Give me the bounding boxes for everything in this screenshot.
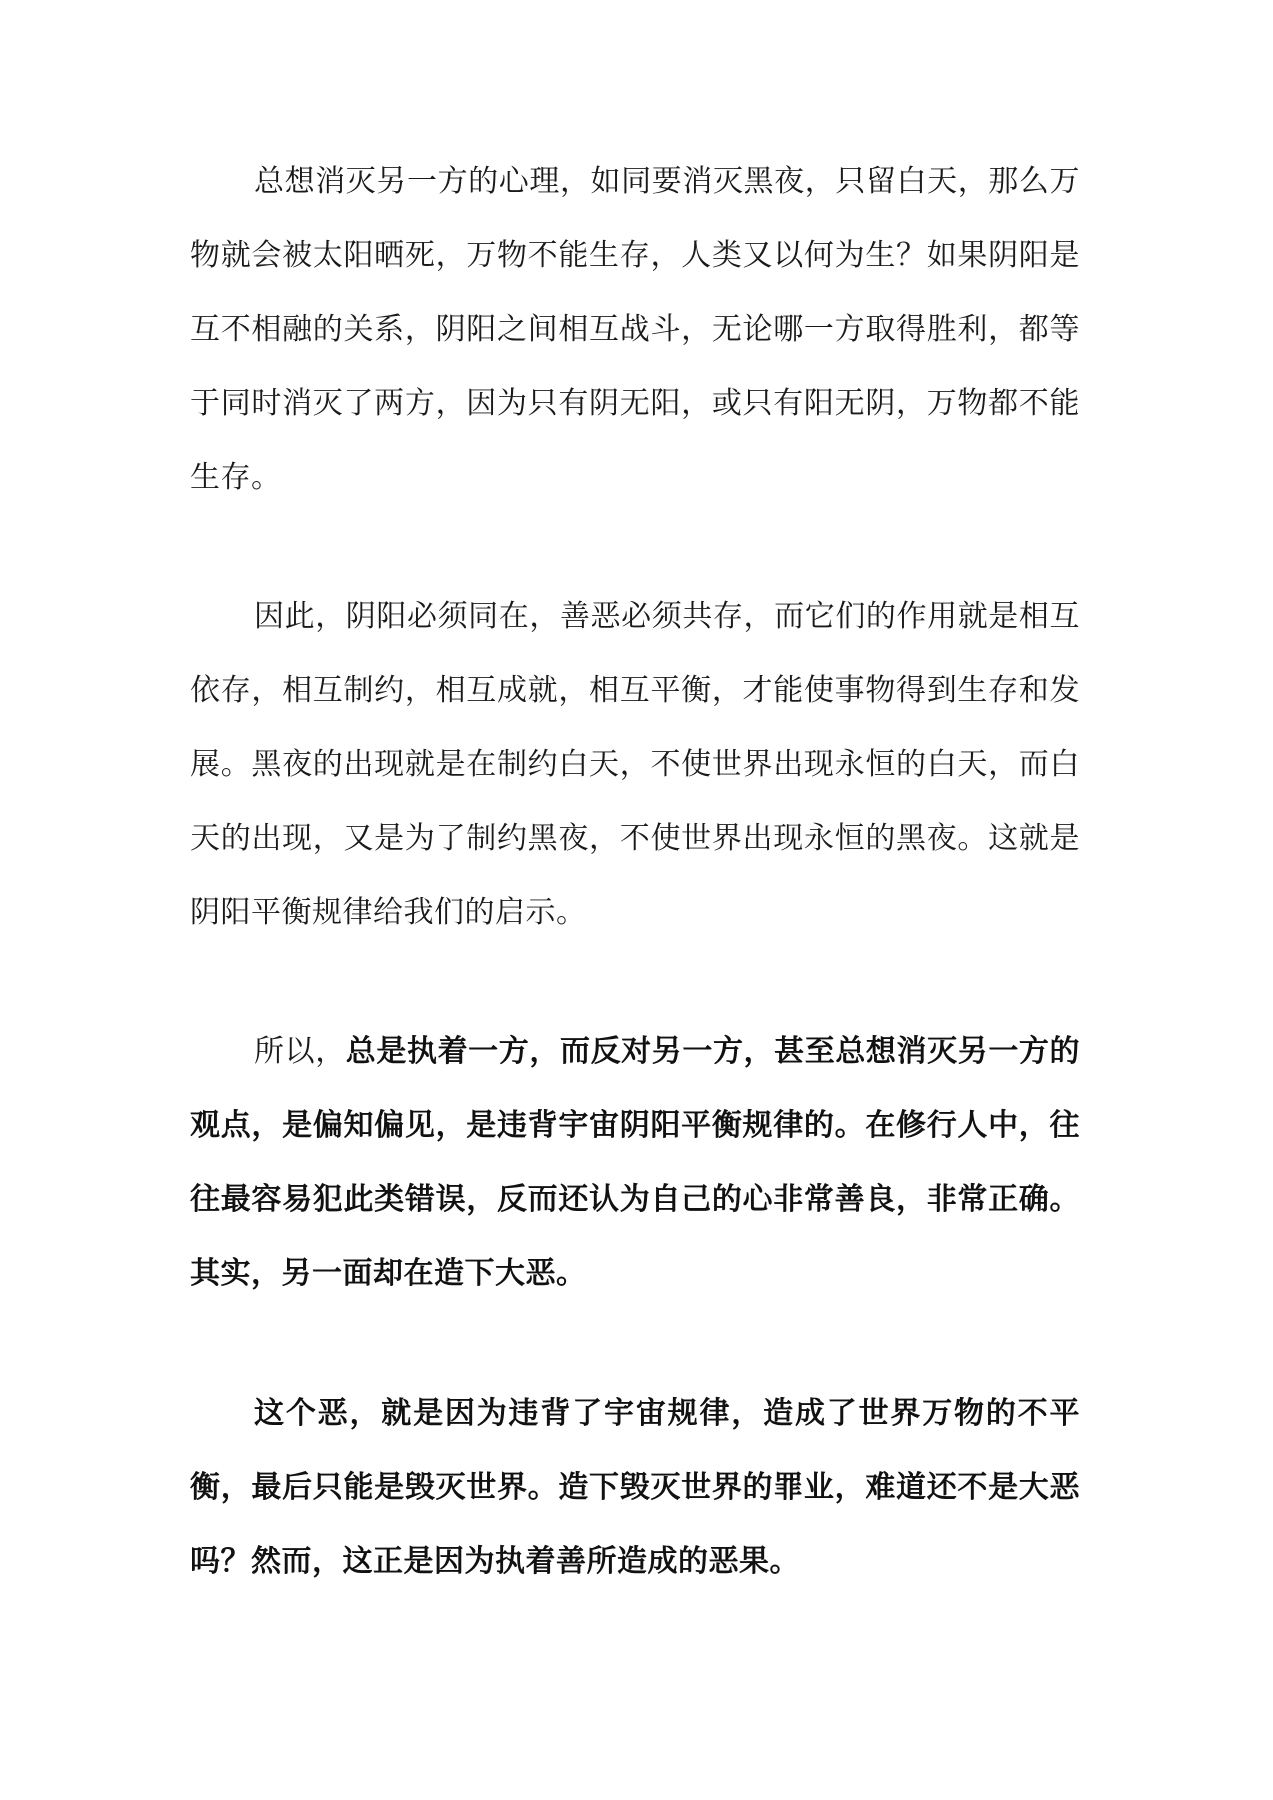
paragraph-3-bold: 总是执着一方，而反对另一方，甚至总想消灭另一方的观点，是偏知偏见，是违背宇宙阴阳平衡规律的。在修行人中，往往最容易犯此类错误，反而还认为自己的心非常善良，非常正确。其实，另一面却在造下大恶。 [190, 1034, 1081, 1291]
paragraph-4: 这个恶，就是因为违背了宇宙规律，造成了世界万物的不平衡，最后只能是毁灭世界。造下毁灭世界的罪业，难道还不是大恶吗？然而，这正是因为执着善所造成的恶果。 [190, 1396, 1080, 1579]
paragraph-1: 总想消灭另一方的心理，如同要消灭黑夜，只留白天，那么万物就会被太阳晒死，万物不能生存，人类又以何为生？如果阴阳是互不相融的关系，阴阳之间相互战斗，无论哪一方取得胜利，都等于同时消灭了两方，因为只有阴无阳，或只有阳无阴，万物都不能生存。 [190, 164, 1080, 495]
paragraph-3-lead: 所以， [254, 1034, 346, 1069]
paragraph-3 [190, 1015, 1080, 1311]
paragraph-2: 因此，阴阳必须同在，善恶必须共存，而它们的作用就是相互依存，相互制约，相互成就，相互平衡，才能使事物得到生存和发展。黑夜的出现就是在制约白天，不使世界出现永恒的白天，而白天的出现，又是为了制约黑夜，不使世界出现永恒的黑夜。这就是阴阳平衡规律给我们的启示。 [190, 599, 1080, 930]
